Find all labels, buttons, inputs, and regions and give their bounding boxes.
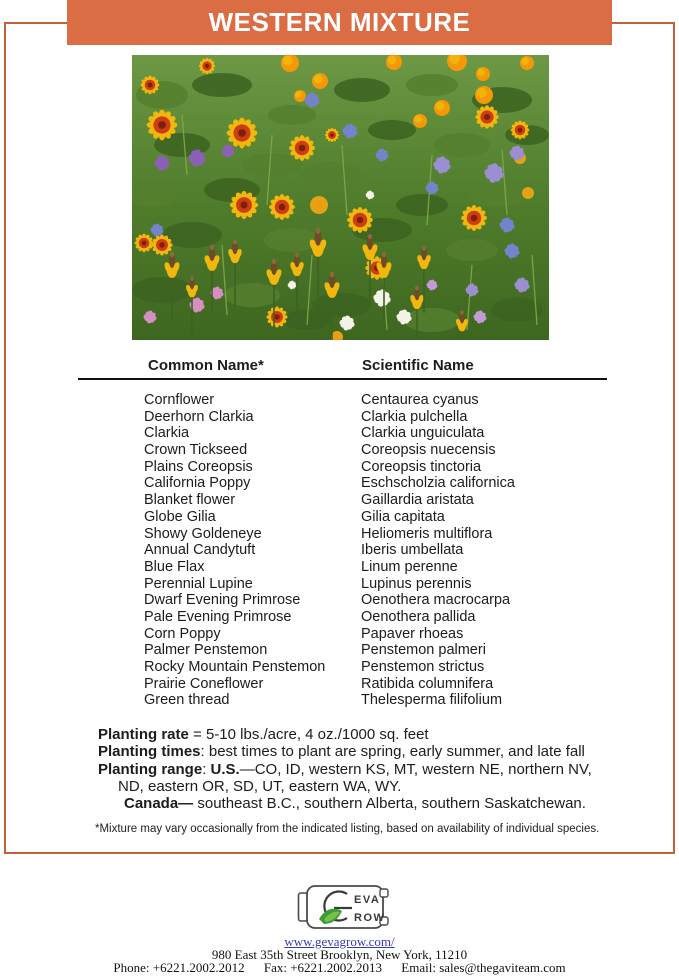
table-row (0, 425, 679, 442)
column-header-scientific-name: Scientific Name (362, 357, 474, 374)
common-name-cell: Dwarf Evening Primrose (144, 592, 301, 609)
logo-text-row: ROW (354, 912, 386, 924)
scientific-name-cell: Ratibida columnifera (361, 675, 494, 692)
common-name-cell: Blue Flax (144, 558, 205, 575)
common-name-cell: Pale Evening Primrose (144, 608, 292, 625)
scientific-name-cell: Gilia capitata (361, 508, 445, 525)
table-row (0, 559, 679, 576)
scientific-name-cell: Clarkia pulchella (361, 408, 468, 425)
planting-text: : best times to plant are spring, early summer, and late fall (200, 743, 585, 761)
planting-line (98, 743, 663, 760)
common-name-cell: Rocky Mountain Penstemon (144, 659, 326, 675)
planting-line (124, 795, 663, 812)
common-name-cell: Annual Candytuft (144, 542, 256, 559)
scientific-name-cell: Linum perenne (361, 558, 458, 575)
planting-text: = 5-10 lbs./acre, 4 oz./1000 sq. feet (188, 726, 429, 743)
geva-grow-logo-graphic (297, 881, 393, 933)
common-name-cell: Palmer Penstemon (144, 642, 268, 659)
table-row (0, 592, 679, 609)
phone-text: Phone: +6221.2002.2012 (113, 960, 245, 975)
table-row (0, 542, 679, 559)
table-row (0, 492, 679, 509)
planting-text: : (202, 760, 211, 778)
table-row (0, 576, 679, 593)
table-row (0, 642, 679, 659)
table-row (0, 692, 679, 709)
scientific-name-cell: Clarkia unguiculata (361, 425, 485, 442)
table-row (0, 609, 679, 626)
geva-grow-logo (297, 881, 393, 933)
planting-line (98, 761, 663, 778)
scientific-name-cell: Papaver rhoeas (361, 625, 464, 642)
common-name-cell: Showy Goldeneye (144, 525, 262, 542)
address-line: 980 East 35th Street Brooklyn, New York, 11210 (211, 947, 468, 962)
column-header-common-name: Common Name* (148, 357, 264, 374)
scientific-name-cell: Lupinus perennis (361, 575, 472, 592)
common-name-cell: Prairie Coneflower (144, 675, 264, 692)
table-row (0, 475, 679, 492)
planting-text: southeast B.C., southern Alberta, southern Saskatchewan. (193, 795, 586, 813)
planting-info (98, 726, 663, 812)
email-text: Email: sales@thegaviteam.com (401, 960, 566, 975)
scientific-name-cell: Gaillardia aristata (361, 492, 474, 509)
table-row (0, 442, 679, 459)
scientific-name-cell: Oenothera macrocarpa (361, 592, 511, 609)
common-name-cell: California Poppy (144, 475, 251, 492)
wildflower-meadow-photo (132, 55, 549, 340)
scientific-name-cell: Coreopsis tinctoria (361, 458, 482, 475)
planting-label: Planting range (98, 760, 203, 778)
table-row (0, 459, 679, 476)
mixture-footnote: *Mixture may vary occasionally from the indicated listing, based on availability of individual species. (95, 823, 600, 835)
scientific-name-cell: Coreopsis nuecensis (361, 442, 496, 459)
scientific-name-cell: Penstemon strictus (361, 659, 485, 675)
product-photo (132, 55, 549, 340)
common-name-cell: Corn Poppy (144, 625, 221, 642)
species-table (0, 392, 679, 709)
scientific-name-cell: Iberis umbellata (361, 542, 464, 559)
common-name-cell: Crown Tickseed (144, 442, 248, 459)
common-name-cell: Green thread (144, 692, 230, 709)
table-row (0, 392, 679, 409)
planting-label: Canada— (124, 795, 194, 813)
table-row (0, 626, 679, 643)
scientific-name-cell: Heliomeris multiflora (361, 525, 493, 542)
scientific-name-cell: Oenothera pallida (361, 608, 476, 625)
scientific-name-cell: Thelesperma filifolium (361, 692, 503, 709)
scientific-name-cell: Penstemon palmeri (361, 642, 486, 659)
table-row (0, 409, 679, 426)
logo-text-eva: EVA (354, 894, 381, 906)
table-header-rule (78, 378, 607, 380)
planting-text: ND, eastern OR, SD, UT, eastern WA, WY. (118, 777, 402, 795)
planting-label: Planting rate (98, 726, 189, 743)
table-row (0, 526, 679, 543)
page-title: WESTERN MIXTURE (208, 7, 471, 37)
common-name-cell: Deerhorn Clarkia (144, 408, 254, 425)
common-name-cell: Plains Coreopsis (144, 458, 253, 475)
scientific-name-cell: Eschscholzia californica (361, 475, 515, 492)
scientific-name-cell: Centaurea cyanus (361, 392, 479, 408)
common-name-cell: Globe Gilia (144, 508, 216, 525)
title-banner (67, 0, 612, 45)
fax-text: Fax: +6221.2002.2013 (263, 960, 383, 975)
common-name-cell: Blanket flower (144, 492, 236, 509)
planting-label: Planting times (98, 743, 201, 761)
planting-line (118, 778, 663, 795)
common-name-cell: Cornflower (144, 392, 215, 408)
planting-line (98, 726, 663, 743)
website-link[interactable]: www.gevagrow.com/ (284, 934, 395, 949)
table-row (0, 659, 679, 676)
table-row (0, 509, 679, 526)
table-row (0, 676, 679, 693)
contact-line (0, 960, 679, 976)
common-name-cell: Perennial Lupine (144, 575, 253, 592)
planting-text: —CO, ID, western KS, MT, western NE, northern NV, (239, 760, 592, 778)
common-name-cell: Clarkia (144, 425, 190, 442)
planting-label: U.S. (210, 760, 240, 778)
